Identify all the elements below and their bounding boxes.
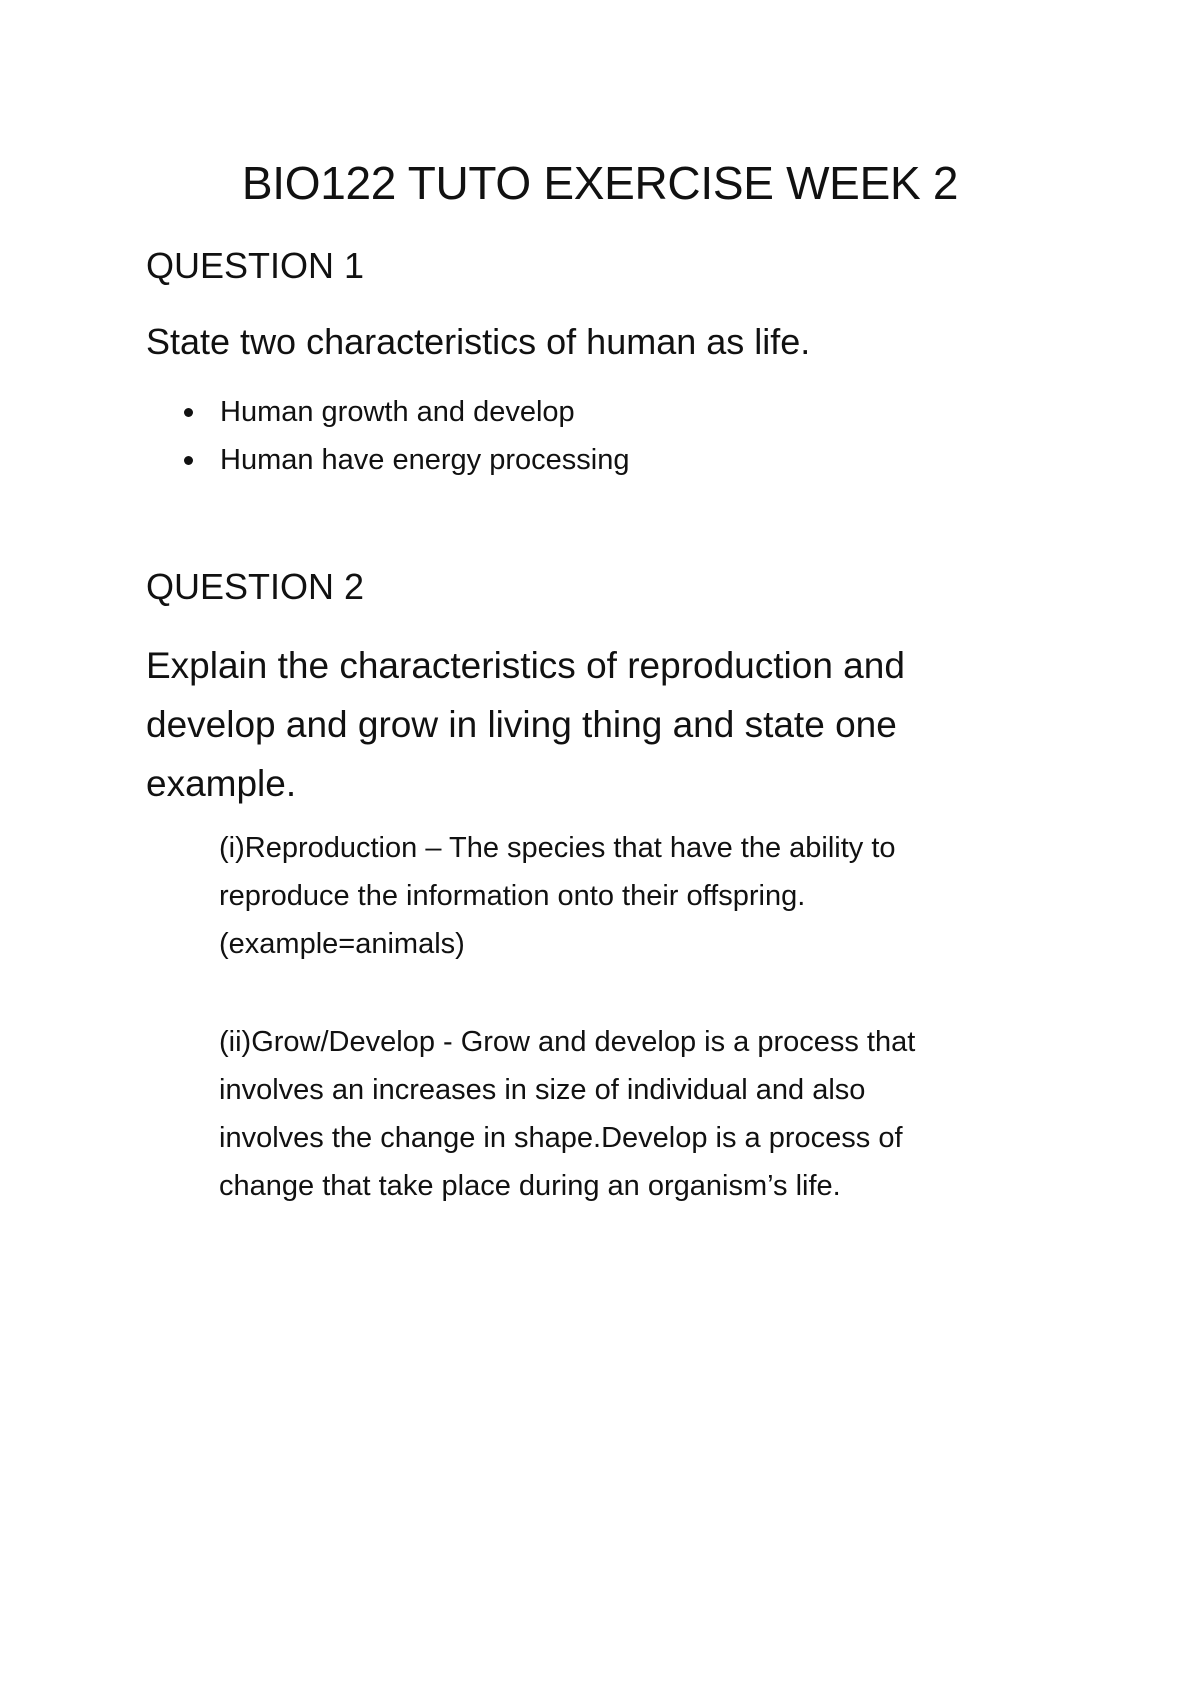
answer-line: (ii)Grow/Develop - Grow and develop is a process that <box>219 1026 916 1058</box>
answer-line: reproduce the information onto their offspring. <box>219 880 806 912</box>
answer-line: change that take place during an organism’s life. <box>219 1170 841 1202</box>
answer-text: Human have energy processing <box>220 444 630 476</box>
answer-line: (i)Reproduction – The species that have the ability to <box>219 832 896 864</box>
prompt-line: Explain the characteristics of reproduction and <box>146 645 905 686</box>
prompt-line: example. <box>146 763 297 804</box>
question-2-answer-grow-develop <box>219 1018 1069 1210</box>
question-2-heading: QUESTION 2 <box>146 566 365 607</box>
list-item <box>172 388 629 436</box>
question-1-prompt: State two characteristics of human as life. <box>146 321 811 362</box>
answer-line: involves the change in shape.Develop is a process of <box>219 1122 903 1154</box>
question-1-heading: QUESTION 1 <box>146 245 365 286</box>
prompt-line: develop and grow in living thing and state one <box>146 704 897 745</box>
bullet-icon <box>184 456 193 465</box>
bullet-icon <box>184 408 193 417</box>
document-title: BIO122 TUTO EXERCISE WEEK 2 <box>241 157 959 209</box>
answer-line: involves an increases in size of individual and also <box>219 1074 866 1106</box>
question-2-prompt <box>146 636 1046 813</box>
list-item <box>172 436 629 484</box>
answer-line: (example=animals) <box>219 928 465 960</box>
question-1-answer-list <box>172 388 629 484</box>
question-2-answer-reproduction <box>219 824 1069 968</box>
answer-text: Human growth and develop <box>220 396 575 428</box>
